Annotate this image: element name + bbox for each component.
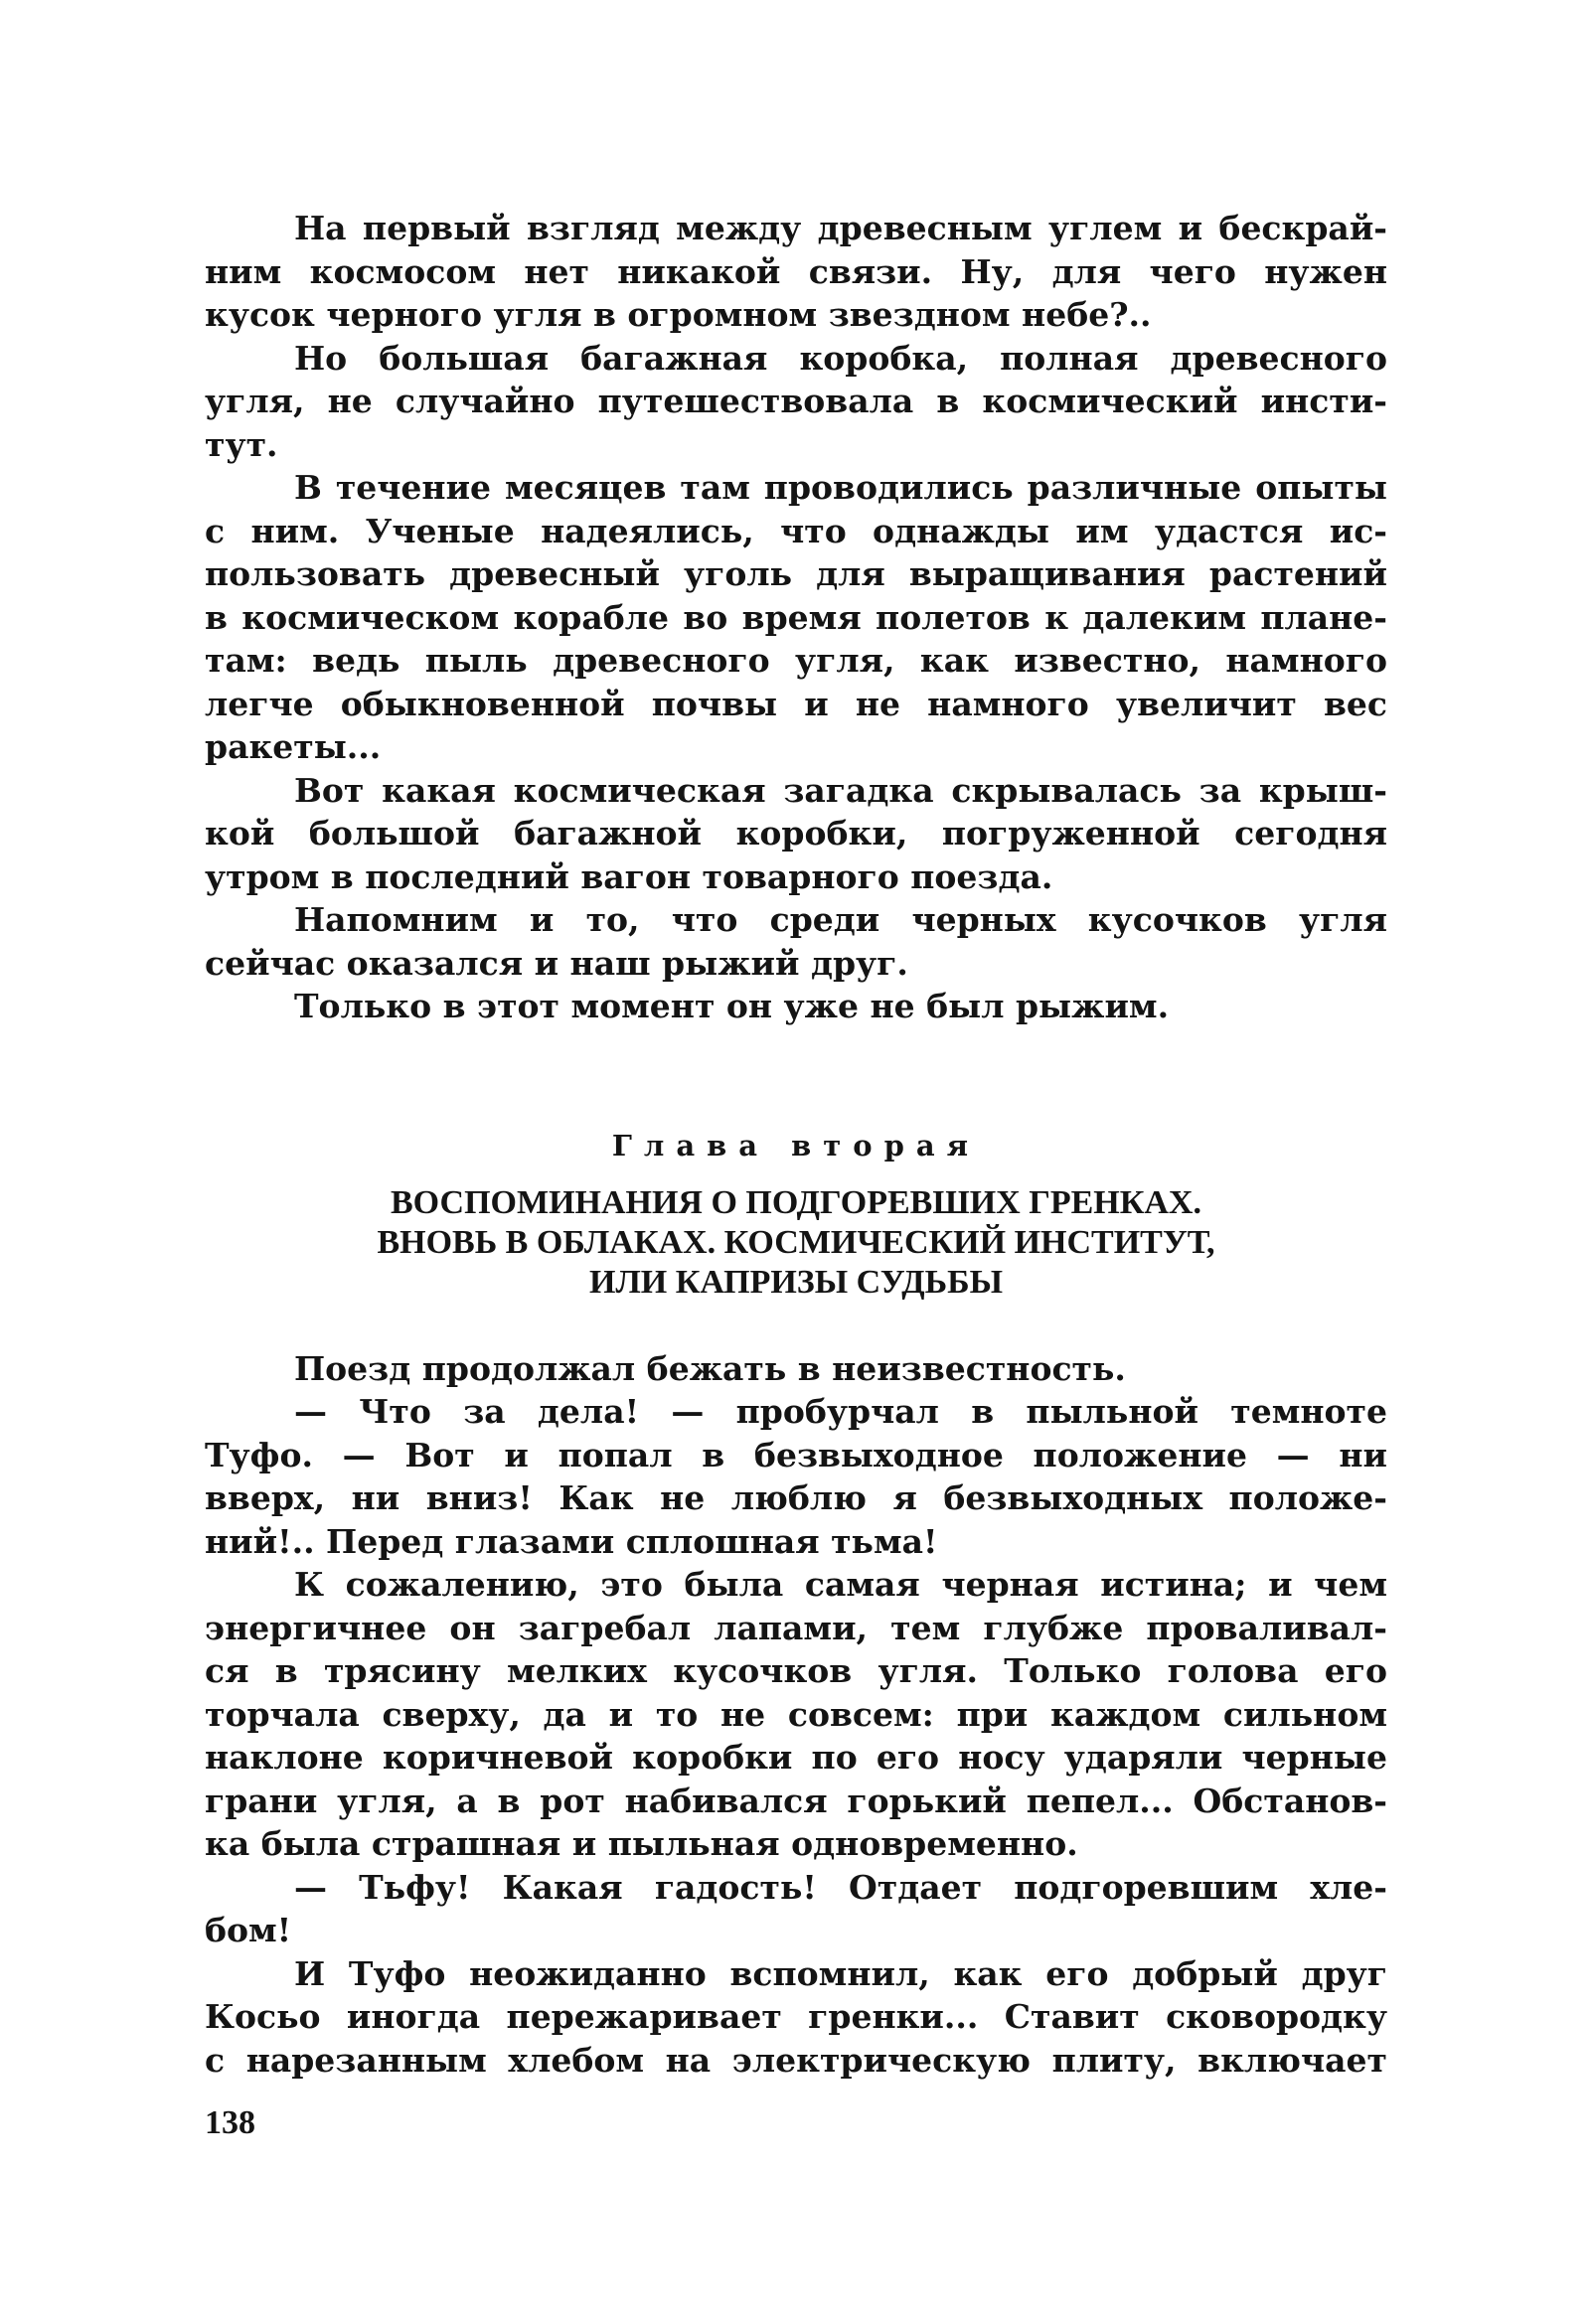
- text-line: с нарезанным хлебом на электрическую плиту, включает: [205, 2040, 1387, 2080]
- chapter-title-line: ВНОВЬ В ОБЛАКАХ. КОСМИЧЕСКИЙ ИНСТИТУТ,: [377, 1223, 1215, 1261]
- text-line: К сожалению, это была самая черная истина; и чем: [294, 1565, 1387, 1604]
- text-line: кой большой багажной коробки, погруженной сегодня: [205, 814, 1387, 852]
- text-line: Но большая багажная коробка, полная древесного: [294, 338, 1387, 378]
- text-line: с ним. Ученые надеялись, что однажды им удастся ис-: [205, 511, 1387, 550]
- text-line: На первый взгляд между древесным углем и бескрай-: [294, 209, 1387, 247]
- text-line: И Туфо неожиданно вспомнил, как его добрый друг: [294, 1953, 1387, 1993]
- text-line: Туфо. — Вот и попал в безвыходное положение — ни: [205, 1435, 1387, 1474]
- text-line: сейчас оказался и наш рыжий друг.: [205, 943, 908, 983]
- chapter-title-line: ВОСПОМИНАНИЯ О ПОДГОРЕВШИХ ГРЕНКАХ.: [391, 1183, 1201, 1221]
- text-line: ним космосом нет никакой связи. Ну, для чего нужен: [205, 251, 1387, 291]
- text-line: Вот какая космическая загадка скрывалась за крыш-: [294, 770, 1387, 810]
- text-line: утром в последний вагон товарного поезда.: [205, 856, 1053, 896]
- text-line: Поезд продолжал бежать в неизвестность.: [294, 1348, 1126, 1388]
- chapter-label: Глава вторая: [611, 1128, 981, 1162]
- text-line: пользовать древесный уголь для выращивания растений: [205, 554, 1387, 593]
- text-line: ракеты...: [205, 727, 382, 766]
- text-line: — Что за дела! — пробурчал в пыльной темноте: [294, 1392, 1387, 1431]
- text-line: в космическом корабле во время полетов к далеким плане-: [205, 597, 1387, 637]
- text-line: В течение месяцев там проводились различные опыты: [294, 468, 1387, 507]
- text-line: Напомним и то, что среди черных кусочков угля: [294, 900, 1387, 939]
- text-line: легче обыкновенной почвы и не намного увеличит вес: [205, 684, 1387, 723]
- text-line: наклоне коричневой коробки по его носу ударяли черные: [205, 1738, 1387, 1777]
- book-page: [205, 207, 1387, 2082]
- text-block-top: [205, 207, 1387, 1028]
- chapter-title: [205, 1183, 1387, 1303]
- text-line: энергичнее он загребал лапами, тем глубже проваливал-: [205, 1608, 1387, 1647]
- text-block-bottom: [205, 1347, 1387, 2083]
- text-line: ка была страшная и пыльная одновременно.: [205, 1824, 1078, 1863]
- text-line: ся в трясину мелких кусочков угля. Только голова его: [205, 1651, 1387, 1690]
- text-line: торчала сверху, да и то не совсем: при каждом сильном: [205, 1694, 1387, 1734]
- text-line: тут.: [205, 424, 278, 464]
- text-line: там: ведь пыль древесного угля, как известно, намного: [205, 641, 1387, 680]
- text-line: угля, не случайно путешествовала в космический инсти-: [205, 382, 1387, 420]
- chapter-title-line: ИЛИ КАПРИЗЫ СУДЬБЫ: [589, 1263, 1003, 1301]
- text-line: бом!: [205, 1911, 292, 1949]
- text-line: вверх, ни вниз! Как не люблю я безвыходных положе-: [205, 1478, 1387, 1517]
- text-line: — Тьфу! Какая гадость! Отдает подгоревшим хле-: [294, 1867, 1387, 1907]
- page-number: 138: [205, 2104, 255, 2141]
- text-line: ний!.. Перед глазами сплошная тьма!: [205, 1521, 938, 1561]
- text-line: Косьо иногда пережаривает гренки... Ставит сковородку: [205, 1997, 1387, 2036]
- text-line: грани угля, а в рот набивался горький пепел... Обстанов-: [205, 1781, 1387, 1820]
- text-line: Только в этот момент он уже не был рыжим.: [294, 987, 1170, 1025]
- text-line: кусок черного угля в огромном звездном небе?..: [205, 295, 1152, 334]
